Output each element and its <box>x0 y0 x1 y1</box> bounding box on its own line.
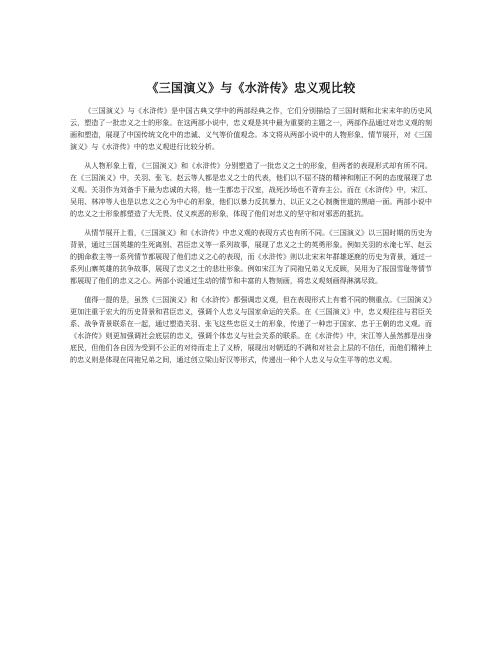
paragraph-characters: 从人物形象上看，《三国演义》和《水浒传》分别塑造了一批忠义之士的形象，但两者的表现形式却有所不同。在《三国演义》中，关羽、张飞、赵云等人都是忠义之士的代表，他们以不屈不挠的精神和刚正不阿的态度展现了忠义观。关羽作为刘备手下最为忠诚的大将，他一生都忠于汉室，战死沙场也不背弃主公。而在《水浒传》中，宋江、吴用、林冲等人也是以忠义之心为中心的形象，他们以暴力反抗暴力，以正义之心制衡世道的黑暗一面。两部小说中的忠义之士形象都塑造了大无畏、仗义疾恶的形象，体现了他们对忠义的坚守和对邪恶的抵抗。 <box>70 160 432 219</box>
document-title: 《三国演义》与《水浒传》忠义观比较 <box>146 81 356 95</box>
paragraph-differences: 值得一提的是，虽然《三国演义》和《水浒传》都强调忠义观，但在表现形式上有着不同的侧重点。《三国演义》更加注重于宏大的历史背景和君臣忠义，强调个人忠义与国家命运的关系。在《三国演义》中，忠义观往往与君臣关系、战争背景联系在一起，通过塑造关羽、张飞这些忠臣义士的形象，传递了一种忠于国家、忠于王朝的忠义观。而《水浒传》则更加强调社会底层的忠义，强调个体忠义与社会关系的联系。在《水浒传》中，宋江等人虽然都是出身底民，但他们各自因为受到不公正的对待而走上了义桥，展现出对朝廷的不满和对社会上层的不信任，而他们精神上的忠义则是体现在同袍兄弟之间，通过创立梁山好汉等形式，传递出一种个人忠义与众生平等的忠义观。 <box>70 294 432 365</box>
paragraph-intro: 《三国演义》与《水浒传》是中国古典文学中的两部经典之作，它们分别描绘了三国时期和北宋末年的历史风云，塑造了一批忠义之士的形象。在这两部小说中，忠义观是其中最为重要的主题之一，两部作品通过对忠义观的刻画和塑造，展现了中国传统文化中的忠诚、义气等价值观念。本文将从两部小说中的人物形象、情节展开，对《三国演义》与《水浒传》中的忠义观进行比较分析。 <box>70 106 432 152</box>
paragraph-plot: 从情节展开上看，《三国演义》和《水浒传》中忠义观的表现方式也有所不同。《三国演义》以三国时期的历史为背景，通过三国英雄的生死离别、君臣忠义等一系列故事，展现了忠义之士的英勇形象。例如关羽的水淹七军、赵云的拥命救主等一系列情节都展现了他们忠义之心的表现，而《水浒传》则以北宋末年群雄逐鹿的历史为背景，通过一系列山寨英雄的抗争故事，展现了忠义之士的悲壮形象。例如宋江为了同袍兄弟义无反顾，吴用为了报国雪耻等情节都展现了他们的忠义之心。两部小说通过生动的情节和丰富的人物刻画，将忠义观刻画得淋漓尽致。 <box>70 227 432 286</box>
